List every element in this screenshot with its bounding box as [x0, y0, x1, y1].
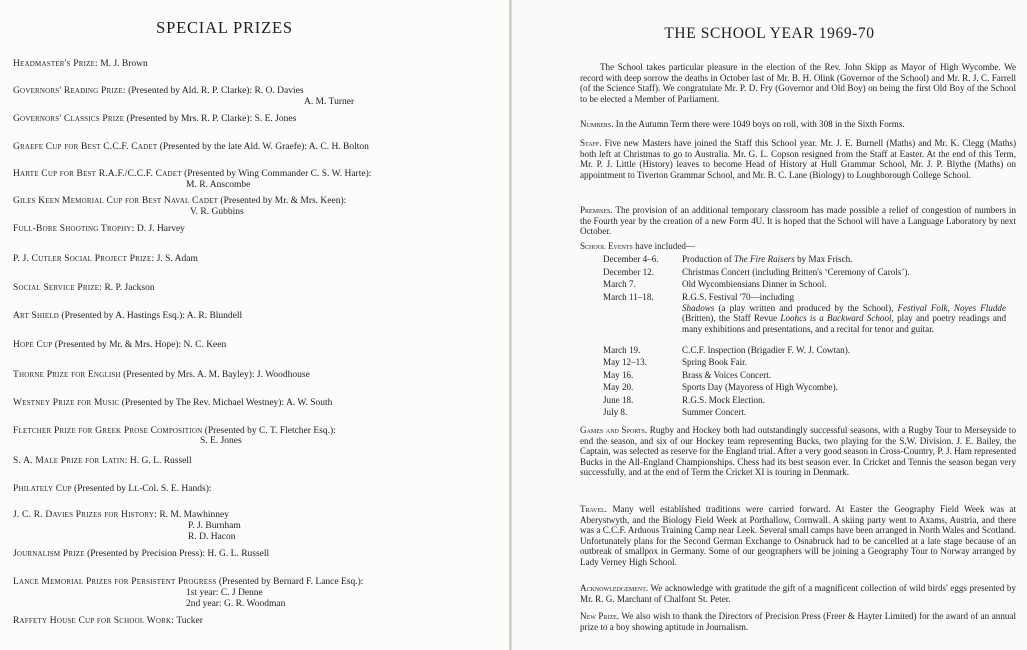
prize-title: Raffety House Cup for School Work: [13, 616, 175, 626]
prize-entry [13, 340, 483, 351]
event-description: Summer Concert. [682, 407, 747, 417]
section-text: Rugby and Hockey both had outstandingly successful seasons, with a Rugby Tour to Merseyside to end the season, and six of our Hockey team representing Bucks, two playing for the S.W. Division. J. E. Bailey, the Captain, was selected as reserve for the England trial. After a very good season in Cross-Country, P. J. Ham represented Bucks in the All-England Championships. Chess had its best season ever. In Cricket and Tennis the season began very successfully, and at the end of Term the Cricket XI is touring in Denmark. [580, 425, 1016, 478]
event-date: March 19. [603, 345, 641, 355]
prize-detail: (Presented by Precision Press): H. G. L. Russell [84, 549, 270, 559]
event-date: March 7. [603, 279, 636, 289]
prize-title: Social Service Prize: [13, 283, 103, 293]
prize-title: Art Shield [13, 311, 60, 321]
event-description: R.G.S. Festival '70—including Shadows (a play written and produced by the School), Festival Folk, Noyes Fludde (Britten), the Staff Revue Loohcs is a Backward School, play and poetry readings and many exhibitions and presentations, and a recital for tenor and guitar. [682, 292, 1006, 334]
prize-detail: (Presented by Mrs. A. M. Bayley): J. Woodhouse [120, 370, 310, 380]
prize-detail: M. J. Brown [97, 59, 148, 69]
prize-winner: 2nd year: G. R. Woodman [186, 599, 286, 609]
prize-entry [13, 456, 483, 467]
prize-title: Journalism Prize [13, 549, 85, 559]
prize-detail: (Presented by Bernard F. Lance Esq.): [216, 577, 364, 587]
prize-entry [13, 398, 483, 409]
prize-title: Philately Cup [13, 484, 72, 494]
prize-detail: H. G. L. Russell [127, 456, 192, 466]
prize-title: Governors' Reading Prize: [13, 86, 126, 96]
prize-detail: J. S. Adam [154, 254, 198, 264]
prize-winner: R. D. Hacon [188, 532, 236, 542]
section-head: Premises. [580, 205, 613, 215]
prize-detail: (Presented by C. T. Fletcher Esq.): [202, 426, 336, 436]
prize-title: Harte Cup for Best R.A.F./C.C.F. Cadet [13, 169, 182, 179]
section-head: Travel. [580, 504, 608, 514]
prize-detail: (Presented by A. Hastings Esq.): A. R. Blundell [59, 311, 243, 321]
prize-title: Full-Bore Shooting Trophy: [13, 224, 135, 234]
left-page [0, 0, 509, 650]
prize-entry [13, 224, 483, 235]
section-text: We also wish to thank the Directors of Precision Press (Freer & Hayter Limited) for the award of an annual prize to a boy showing aptitude in Journalism. [580, 611, 1016, 632]
travel-paragraph [580, 504, 1016, 568]
prize-winner: 1st year: C. J Denne [186, 588, 263, 598]
prize-title: S. A. Male Prize for Latin: [13, 456, 128, 466]
event-date: June 18. [603, 395, 634, 405]
event-description: Spring Book Fair. [682, 357, 747, 367]
prize-entry [13, 577, 483, 588]
prize-title: Westney Prize for Music [13, 398, 120, 408]
section-head: New Prize. [580, 611, 620, 621]
prize-title: Fletcher Prize for Greek Prose Composition [13, 426, 203, 436]
event-date: December 4–6. [603, 254, 659, 264]
section-head: Staff. [580, 138, 602, 148]
prize-entry [13, 283, 483, 294]
prize-entry [13, 426, 483, 437]
event-date: May 12–13. [603, 357, 647, 367]
acknowledgement-paragraph [580, 583, 1016, 604]
premises-paragraph [580, 205, 1016, 237]
prize-winner: A. M. Turner [304, 97, 355, 107]
prize-title: Graefe Cup for Best C.C.F. Cadet [13, 142, 158, 152]
event-description: Old Wycombiensians Dinner in School. [682, 279, 827, 289]
prize-detail: (Presented by Ald. R. P. Clarke): R. O. Davies [125, 86, 304, 96]
prize-winner: S. E. Jones [200, 436, 242, 446]
prize-entry [13, 254, 483, 265]
prize-entry [13, 484, 483, 495]
prize-title: J. C. R. Davies Prizes for History: [13, 510, 157, 520]
right-page [512, 0, 1027, 650]
prize-detail: (Presented by Wing Commander C. S. W. Harte): [181, 169, 372, 179]
prize-title: Hope Cup [13, 340, 53, 350]
prize-detail: (Presented by Lt.-Col. S. E. Hands): [71, 484, 212, 494]
prize-detail: R. M. Mawhinney [156, 510, 229, 520]
new-prize-paragraph [580, 611, 1016, 632]
staff-paragraph [580, 138, 1016, 180]
event-date: May 20. [603, 382, 634, 392]
prize-entry [13, 196, 483, 207]
prize-winner: P. J. Burnham [188, 521, 241, 531]
section-text: Many well established traditions were carried forward. At Easter the Geography Field Week was at Aberystwyth, and the Biology Field Week at Porthallow, Cornwall. A skiing party went to Axams, Austria, and there was a C.C.F. Arduous Training Camp near Leek. Several small camps have been arranged in North Wales and Scotland. Unfortunately plans for the Second German Exchange to Osnabruck had to be cancelled at a late stage because of an outbreak of smallpox in Germany. Some of our geographers will be joining a Geography Tour to Norway arranged by Lady Verney High School. [580, 504, 1016, 567]
event-description: R.G.S. Mock Election. [682, 395, 765, 405]
prize-title: Thorne Prize for English [13, 370, 121, 380]
prize-title: Giles Keen Memorial Cup for Best Naval Cadet [13, 196, 219, 206]
events-heading [580, 241, 695, 251]
section-text: have included— [632, 241, 696, 251]
prize-title: Lance Memorial Prizes for Persistent Progress [13, 577, 217, 587]
section-head: School Events [580, 241, 633, 251]
prize-detail: Tucker [174, 616, 203, 626]
prize-entry [13, 142, 483, 153]
section-head: Games and Sports. [580, 425, 648, 435]
prize-title: Headmaster's Prize: [13, 59, 98, 69]
event-date: March 11–18. [603, 292, 654, 302]
event-date: May 16. [603, 370, 634, 380]
prize-detail: (Presented by The Rev. Michael Westney): A. W. South [119, 398, 333, 408]
prize-winner: M. R. Anscombe [186, 180, 251, 190]
prize-detail: (Presented by Mr. & Mrs. Hope): N. C. Keen [52, 340, 227, 350]
section-text: In the Autumn Term there were 1049 boys on roll, with 308 in the Sixth Forms. [613, 119, 905, 129]
prize-entry [13, 616, 483, 627]
intro-paragraph: The School takes particular pleasure in the election of the Rev. John Skipp as Mayor of High Wycombe. We record with deep sorrow the deaths in October last of Mr. B. H. Olink (Governor of the School) and Mr. R. J. C. Farrell (of the Science Staff). We congratulate Mr. P. D. Fry (Governor and Old Boy) on being the first Old Boy of the School to be elected a Member of Parliament. [580, 62, 1016, 104]
prize-title: Governors' Classics Prize [13, 114, 125, 124]
prize-entry [13, 510, 483, 521]
event-description: Sports Day (Mayoress of High Wycombe). [682, 382, 838, 392]
page-title: THE SCHOOL YEAR 1969-70 [664, 25, 875, 42]
prize-entry [13, 59, 483, 70]
event-date: July 8. [603, 407, 628, 417]
prize-entry [13, 114, 483, 125]
prize-entry [13, 311, 483, 322]
event-description: Brass & Voices Concert. [682, 370, 772, 380]
prize-detail: (Presented by Mrs. R. P. Clarke): S. E. Jones [124, 114, 297, 124]
event-date: December 12. [603, 267, 655, 277]
section-text: The provision of an additional temporary classroom has made possible a relief of congestion of numbers in the Fourth year by the creation of a new Form 4U. It is hoped that the School will have a Language Laboratory by next October. [580, 205, 1016, 237]
event-description: Production of The Fire Raisers by Max Frisch. [682, 254, 853, 264]
prize-entry [13, 169, 483, 180]
event-description: Christmas Concert (including Britten's ‘Ceremony of Carols’). [682, 267, 910, 277]
games-paragraph [580, 425, 1016, 478]
prize-detail: (Presented by Mr. & Mrs. Keen): [218, 196, 347, 206]
prize-detail: (Presented by the late Ald. W. Graefe): A. C. H. Bolton [157, 142, 369, 152]
section-head: Numbers. [580, 119, 614, 129]
page-title: SPECIAL PRIZES [156, 18, 293, 37]
prize-winner: V. R. Gubbins [190, 207, 244, 217]
prize-entry [13, 86, 483, 97]
section-text: Five new Masters have joined the Staff this School year. Mr. J. E. Burnell (Maths) and Mr. K. Clegg (Maths) both left at Christmas to go to Australia. Mr. G. L. Copson resigned from the Staff at Easter. At the end of this Term, Mr. P. J. Little (History) leaves to become Head of History at Hull Grammar School, Mr. J. P. Blythe (Maths) on appointment to Tiverton Grammar School, and Mr. B. C. Lane (Biology) to Loughborough College School. [580, 138, 1016, 180]
prize-entry [13, 549, 483, 560]
prize-detail: R. P. Jackson [102, 283, 155, 293]
section-head: Acknowledgement. [580, 583, 649, 593]
section-text: We acknowledge with gratitude the gift of a magnificent collection of wild birds' eggs presented by Mr. R. G. Marchant of Chalfont St. Peter. [580, 583, 1016, 604]
numbers-paragraph [580, 119, 1016, 130]
prize-title: P. J. Cutler Social Project Prize: [13, 254, 155, 264]
prize-detail: D. J. Harvey [134, 224, 185, 234]
event-description: C.C.F. Inspection (Brigadier F. W. J. Cowtan). [682, 345, 851, 355]
prize-entry [13, 370, 483, 381]
